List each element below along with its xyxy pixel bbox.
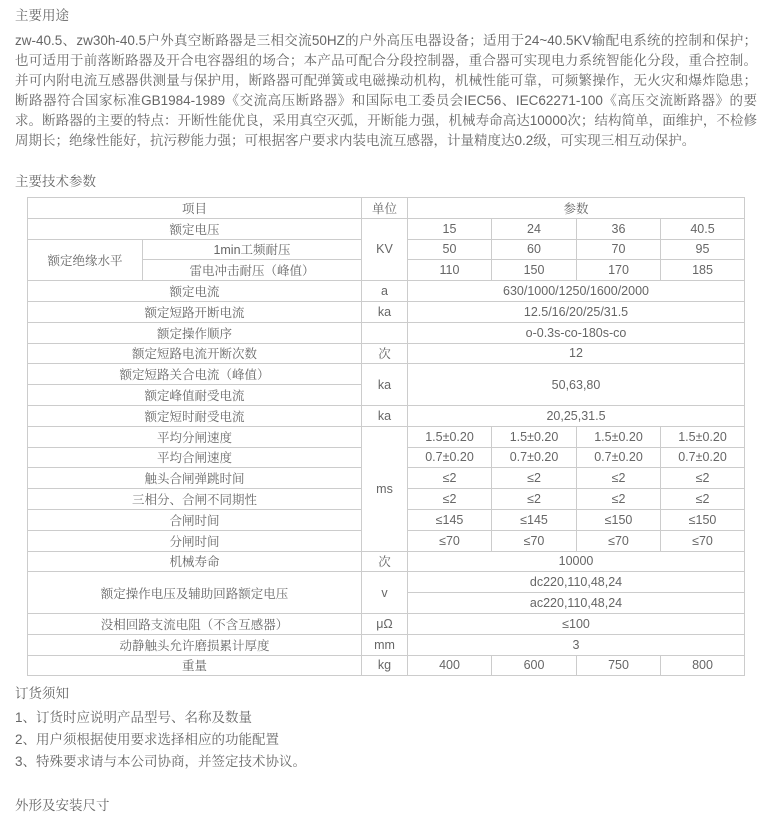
spec-label: 额定操作电压及辅助回路额定电压 bbox=[27, 572, 361, 614]
params-section-title: 主要技术参数 bbox=[15, 174, 96, 189]
order-notes-list bbox=[15, 707, 757, 773]
spec-value: 12.5/16/20/25/31.5 bbox=[408, 301, 745, 322]
spec-value: ≤70 bbox=[492, 530, 577, 551]
spec-label: 分闸时间 bbox=[27, 530, 361, 551]
spec-value: 400 bbox=[408, 655, 492, 676]
spec-label: 1min工频耐压 bbox=[142, 239, 361, 260]
spec-value: 600 bbox=[492, 655, 577, 676]
table-header-row bbox=[27, 198, 744, 219]
spec-value: 1.5±0.20 bbox=[492, 426, 577, 447]
order-note-3: 3、特殊要求请与本公司协商，并签定技术协议。 bbox=[15, 754, 307, 770]
row-short-circuit-breaking-current bbox=[27, 301, 744, 322]
spec-label: 三相分、合闸不同期性 bbox=[27, 489, 361, 510]
row-short-time-withstand-current bbox=[27, 405, 744, 426]
spec-value: 40.5 bbox=[661, 218, 745, 239]
row-operation-sequence bbox=[27, 322, 744, 343]
spec-unit: 次 bbox=[362, 551, 408, 572]
spec-value: o-0.3s-co-180s-co bbox=[408, 322, 745, 343]
spec-value: ≤100 bbox=[408, 613, 745, 634]
spec-label: 额定短路关合电流（峰值） bbox=[27, 364, 361, 385]
spec-value: ≤70 bbox=[408, 530, 492, 551]
spec-value: 24 bbox=[492, 218, 577, 239]
row-phase-circuit-resistance bbox=[27, 613, 744, 634]
spec-value: 60 bbox=[492, 239, 577, 260]
order-section-title: 订货须知 bbox=[15, 686, 69, 702]
spec-value: ≤145 bbox=[492, 509, 577, 530]
spec-value: 36 bbox=[577, 218, 661, 239]
row-weight bbox=[27, 655, 744, 676]
spec-label: 额定电压 bbox=[27, 218, 361, 239]
spec-unit: KV bbox=[362, 218, 408, 280]
spec-label: 机械寿命 bbox=[27, 551, 361, 572]
spec-value: ac220,110,48,24 bbox=[408, 593, 745, 614]
spec-value: 10000 bbox=[408, 551, 745, 572]
spec-value: ≤150 bbox=[661, 509, 745, 530]
row-making-current bbox=[27, 364, 744, 385]
spec-label: 额定短路开断电流 bbox=[27, 301, 361, 322]
spec-unit: 次 bbox=[362, 343, 408, 364]
spec-value: 3 bbox=[408, 634, 745, 655]
spec-value: 12 bbox=[408, 343, 745, 364]
spec-value: 630/1000/1250/1600/2000 bbox=[408, 281, 745, 302]
header-item: 项目 bbox=[27, 198, 361, 219]
header-param: 参数 bbox=[408, 198, 745, 219]
order-note-1: 1、订货时应说明产品型号、名称及数量 bbox=[15, 710, 253, 726]
spec-value: ≤2 bbox=[661, 489, 745, 510]
row-rated-current bbox=[27, 281, 744, 302]
spec-unit: μΩ bbox=[362, 613, 408, 634]
spec-label: 额定短路电流开断次数 bbox=[27, 343, 361, 364]
spec-value: ≤2 bbox=[661, 468, 745, 489]
spec-label: 额定电流 bbox=[27, 281, 361, 302]
spec-value: ≤150 bbox=[577, 509, 661, 530]
spec-value: 95 bbox=[661, 239, 745, 260]
order-note-2: 2、用户须根据使用要求选择相应的功能配置 bbox=[15, 732, 280, 748]
technical-parameters-table bbox=[27, 197, 745, 676]
spec-value: 800 bbox=[661, 655, 745, 676]
spec-value: 15 bbox=[408, 218, 492, 239]
spec-label: 合闸时间 bbox=[27, 509, 361, 530]
spec-unit: kg bbox=[362, 655, 408, 676]
row-mechanical-life bbox=[27, 551, 744, 572]
spec-value: 70 bbox=[577, 239, 661, 260]
spec-unit: ms bbox=[362, 426, 408, 551]
spec-value: 170 bbox=[577, 260, 661, 281]
spec-value: dc220,110,48,24 bbox=[408, 572, 745, 593]
spec-value: 50,63,80 bbox=[408, 364, 745, 406]
spec-label: 动静触头允许磨损累计厚度 bbox=[27, 634, 361, 655]
spec-value: ≤70 bbox=[661, 530, 745, 551]
spec-label: 平均分闸速度 bbox=[27, 426, 361, 447]
row-average-opening-speed bbox=[27, 426, 744, 447]
spec-value: 0.7±0.20 bbox=[661, 447, 745, 468]
spec-group-label: 额定绝缘水平 bbox=[27, 239, 142, 281]
spec-value: ≤2 bbox=[577, 468, 661, 489]
usage-section-title: 主要用途 bbox=[15, 8, 69, 23]
spec-value: 50 bbox=[408, 239, 492, 260]
spec-value: 150 bbox=[492, 260, 577, 281]
spec-value: 110 bbox=[408, 260, 492, 281]
spec-value: ≤2 bbox=[408, 489, 492, 510]
usage-paragraph: zw-40.5、zw30h-40.5户外真空断路器是三相交流50HZ的户外高压电器设备；适用于24~40.5KV输配电系统的控制和保护；也可适用于前落断路器及开合电容器组的场合；本产品可配合分段控制器，重合器可实现电力系统智能化分段，重合控制。并可内附电流互感器供测量与保护用，断路器可配弹簧或电磁操动机构，机械性能可靠，可频繁操作，无火灾和爆炸隐患；断路器符合国家标准GB1984-1989《交流高压断路器》和国际电工委员会IEC56、IEC62271-100《高压交流断路器》的要求。断路器的主要的特点：开断性能优良，采用真空灭弧，开断能力强，机械寿命高达10000次；结构简单，面维护，不检修周期长；绝缘性能好，抗污秽能力强；可根据客户要求内装电流互感器，计量精度达0.2级，可实现三相互动保护。 bbox=[15, 33, 757, 148]
spec-value: ≤2 bbox=[492, 468, 577, 489]
spec-value: ≤145 bbox=[408, 509, 492, 530]
row-short-circuit-breaking-times bbox=[27, 343, 744, 364]
spec-unit: mm bbox=[362, 634, 408, 655]
row-rated-voltage bbox=[27, 218, 744, 239]
spec-value: 0.7±0.20 bbox=[408, 447, 492, 468]
spec-label: 平均合闸速度 bbox=[27, 447, 361, 468]
spec-value: 1.5±0.20 bbox=[577, 426, 661, 447]
spec-label: 重量 bbox=[27, 655, 361, 676]
row-operating-voltage-dc bbox=[27, 572, 744, 593]
spec-value: 20,25,31.5 bbox=[408, 405, 745, 426]
spec-value: ≤2 bbox=[408, 468, 492, 489]
spec-value: 1.5±0.20 bbox=[408, 426, 492, 447]
spec-value: 185 bbox=[661, 260, 745, 281]
spec-label: 没相回路支流电阻（不含互感器） bbox=[27, 613, 361, 634]
spec-label: 额定峰值耐受电流 bbox=[27, 385, 361, 406]
spec-label: 额定操作顺序 bbox=[27, 322, 361, 343]
spec-unit: ka bbox=[362, 405, 408, 426]
spec-value: 0.7±0.20 bbox=[492, 447, 577, 468]
spec-value: ≤2 bbox=[577, 489, 661, 510]
spec-value: ≤70 bbox=[577, 530, 661, 551]
spec-value: 1.5±0.20 bbox=[661, 426, 745, 447]
spec-unit: ka bbox=[362, 301, 408, 322]
spec-value: 750 bbox=[577, 655, 661, 676]
spec-unit: ka bbox=[362, 364, 408, 406]
spec-label: 触头合闸弹跳时间 bbox=[27, 468, 361, 489]
spec-label: 雷电冲击耐压（峰值） bbox=[142, 260, 361, 281]
dimensions-section-title: 外形及安装尺寸 bbox=[15, 798, 110, 814]
spec-value: 0.7±0.20 bbox=[577, 447, 661, 468]
header-unit: 单位 bbox=[362, 198, 408, 219]
spec-value: ≤2 bbox=[492, 489, 577, 510]
spec-unit: a bbox=[362, 281, 408, 302]
spec-unit: v bbox=[362, 572, 408, 614]
spec-label: 额定短时耐受电流 bbox=[27, 405, 361, 426]
row-contact-wear-thickness bbox=[27, 634, 744, 655]
spec-unit bbox=[362, 322, 408, 343]
